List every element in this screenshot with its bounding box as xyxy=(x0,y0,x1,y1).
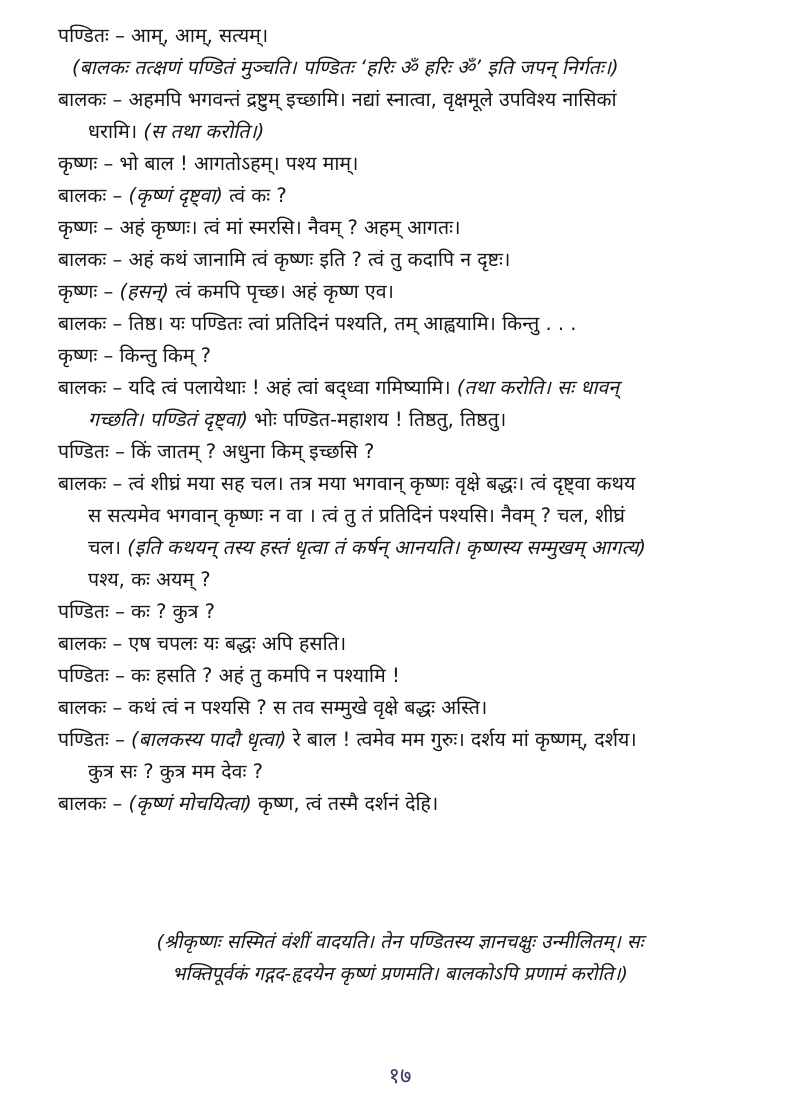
dialogue-line xyxy=(58,342,793,370)
dialogue-line xyxy=(58,310,793,338)
speech-text: बालकः – त्वं शीघ्रं मया सह चल। तत्र मया भगवान् कृष्णः वृक्षे बद्धः। त्वं दृष्ट्वा कथय xyxy=(58,472,636,495)
speech-text: स सत्यमेव भगवान् कृष्णः न वा । त्वं तु तं प्रतिदिनं पश्यसि। नैवम् ? चल, शीघ्रं xyxy=(88,504,625,527)
stage-direction: (बालकः तत्क्षणं पण्डितं मुञ्चति। पण्डितः ‘हरिः ॐ हरिः ॐ’ इति जपन् निर्गतः।) xyxy=(72,56,619,79)
dialogue-line xyxy=(58,726,793,754)
speech-text: कृष्णः – xyxy=(58,280,120,303)
dialogue-line xyxy=(58,182,793,210)
dialogue-line xyxy=(58,566,793,594)
speech-text: त्वं कः ? xyxy=(222,184,287,207)
dialogue-line xyxy=(58,22,793,50)
dialogue-line xyxy=(58,598,793,626)
speech-text: धरामि। xyxy=(88,120,144,143)
closing-line-1: (श्रीकृष्णः सस्मितं वंशीं वादयति। तेन पण्डितस्य ज्ञानचक्षुः उन्मीलितम्। सः xyxy=(156,931,644,953)
stage-direction: गच्छति। पण्डितं दृष्ट्वा) xyxy=(88,408,248,431)
speech-text: कृष्णः – किन्तु किम् ? xyxy=(58,344,212,367)
dialogue-line xyxy=(58,406,793,434)
speech-text: बालकः – यदि त्वं पलायेथाः ! अहं त्वां बद्ध्वा गमिष्यामि। xyxy=(58,376,457,399)
stage-direction: (तथा करोति। सः धावन् xyxy=(456,376,620,399)
dialogue-line xyxy=(58,54,793,82)
speech-text: त्वं कमपि पृच्छ। अहं कृष्ण एव। xyxy=(169,280,394,303)
dialogue-line xyxy=(58,150,793,178)
dialogue-body xyxy=(58,22,793,822)
dialogue-line xyxy=(58,790,793,818)
page-number: १७ xyxy=(388,1064,412,1089)
stage-direction: (कृष्णं दृष्ट्वा) xyxy=(128,184,223,207)
dialogue-line xyxy=(58,502,793,530)
speech-text: भोः पण्डित-महाशय ! तिष्ठतु, तिष्ठतु। xyxy=(247,408,507,431)
stage-direction: (बालकस्य पादौ धृत्वा) xyxy=(131,728,287,751)
dialogue-line xyxy=(58,246,793,274)
dialogue-line xyxy=(58,630,793,658)
speech-text: बालकः – अहमपि भगवन्तं द्रष्टुम् इच्छामि। नद्यां स्नात्वा, वृक्षमूले उपविश्य नासिकां xyxy=(58,88,617,111)
speech-text: कुत्र सः ? कुत्र मम देवः ? xyxy=(88,760,263,783)
speech-text: रे बाल ! त्वमेव मम गुरुः। दर्शय मां कृष्णम्, दर्शय। xyxy=(286,728,637,751)
speech-text: बालकः – तिष्ठ। यः पण्डितः त्वां प्रतिदिनं पश्यति, तम् आह्वयामि। किन्तु . . . xyxy=(58,312,577,335)
closing-stage-direction xyxy=(0,928,800,992)
dialogue-line xyxy=(58,118,793,146)
dialogue-line xyxy=(58,438,793,466)
dialogue-line xyxy=(58,374,793,402)
speech-text: बालकः – एष चपलः यः बद्धः अपि हसति। xyxy=(58,632,347,655)
speech-text: कृष्ण, त्वं तस्मै दर्शनं देहि। xyxy=(251,792,439,815)
speech-text: बालकः – अहं कथं जानामि त्वं कृष्णः इति ? त्वं तु कदापि न दृष्टः। xyxy=(58,248,511,271)
speech-text: चल। xyxy=(88,536,128,559)
speech-text: पण्डितः – आम्, आम्, सत्यम्। xyxy=(58,24,269,47)
speech-text: बालकः – xyxy=(58,792,129,815)
dialogue-line xyxy=(58,534,793,562)
speech-text: पण्डितः – कः हसति ? अहं तु कमपि न पश्यामि ! xyxy=(58,664,400,687)
closing-line-2: भक्तिपूर्वकं गद्गद-हृदयेन कृष्णं प्रणमति। बालकोऽपि प्रणामं करोति।) xyxy=(172,963,628,985)
stage-direction: (कृष्णं मोचयित्वा) xyxy=(128,792,252,815)
dialogue-line xyxy=(58,758,793,786)
stage-direction: (हसन्) xyxy=(119,280,170,303)
stage-direction: (इति कथयन् तस्य हस्तं धृत्वा तं कर्षन् आनयति। कृष्णस्य सम्मुखम् आगत्य) xyxy=(127,536,647,559)
speech-text: बालकः – कथं त्वं न पश्यसि ? स तव सम्मुखे वृक्षे बद्धः अस्ति। xyxy=(58,696,488,719)
dialogue-line xyxy=(58,470,793,498)
dialogue-line xyxy=(58,86,793,114)
dialogue-line xyxy=(58,694,793,722)
speech-text: पश्य, कः अयम् ? xyxy=(88,568,211,591)
dialogue-line xyxy=(58,214,793,242)
dialogue-line xyxy=(58,662,793,690)
speech-text: पण्डितः – xyxy=(58,728,132,751)
dialogue-line xyxy=(58,278,793,306)
speech-text: बालकः – xyxy=(58,184,129,207)
stage-direction: (स तथा करोति।) xyxy=(143,120,265,143)
speech-text: कृष्णः – अहं कृष्णः। त्वं मां स्मरसि। नैवम् ? अहम् आगतः। xyxy=(58,216,461,239)
speech-text: पण्डितः – कः ? कुत्र ? xyxy=(58,600,215,623)
speech-text: पण्डितः – किं जातम् ? अधुना किम् इच्छसि ? xyxy=(58,440,375,463)
speech-text: कृष्णः – भो बाल ! आगतोऽहम्। पश्य माम्। xyxy=(58,152,359,175)
